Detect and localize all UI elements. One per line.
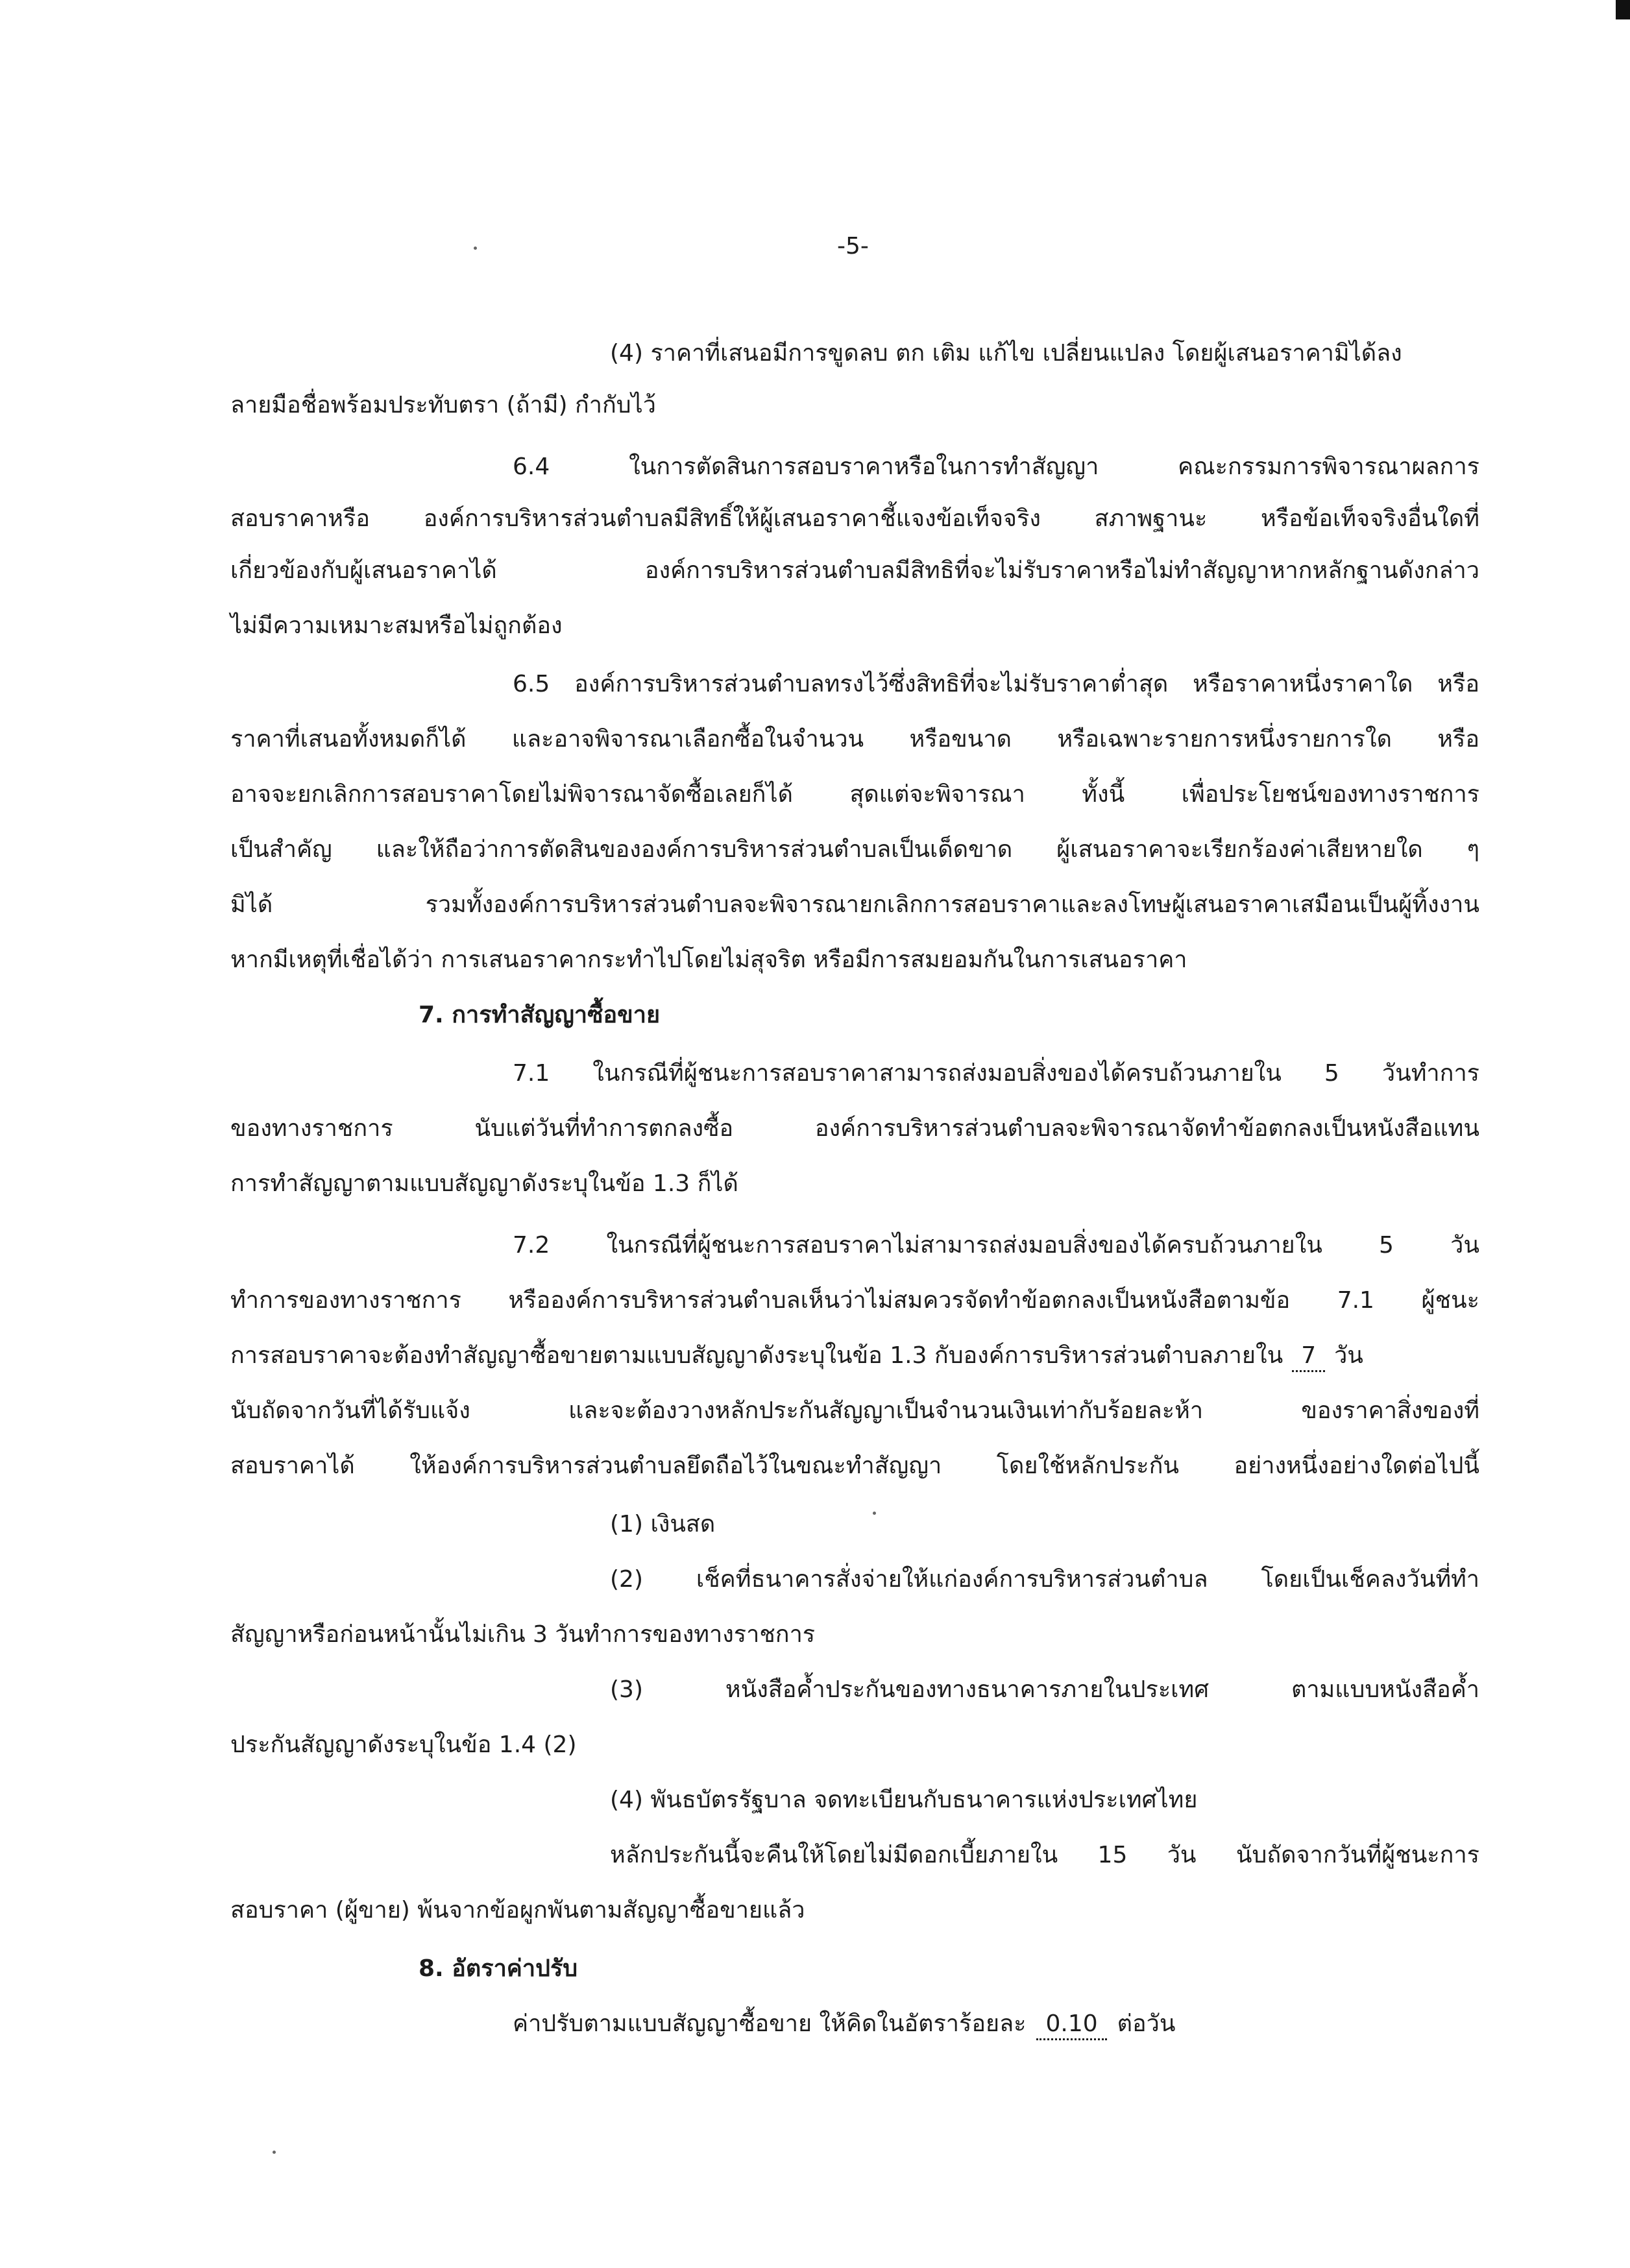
paragraph-line: อาจจะยกเลิกการสอบราคาโดยไม่พิจารณาจัดซื้อเลยก็ได้ สุดแต่จะพิจารณา ทั้งนี้ เพื่อประโยชน์ของทางราชการ <box>230 781 1479 808</box>
paragraph-line: สอบราคาหรือ องค์การบริหารส่วนตำบลมีสิทธิ์ให้ผู้เสนอราคาชี้แจงข้อเท็จจริง สภาพฐานะ หรือข้อเท็จจริงอื่นใดที่ <box>230 505 1479 532</box>
paragraph-line: หลักประกันนี้จะคืนให้โดยไม่มีดอกเบี้ยภายใน 15 วัน นับถัดจากวันที่ผู้ชนะการ <box>610 1842 1479 1868</box>
line-text: ค่าปรับตามแบบสัญญาซื้อขาย ให้คิดในอัตราร้อยละ <box>513 2010 1027 2037</box>
list-item: (4) พันธบัตรรัฐบาล จดทะเบียนกับธนาคารแห่งประเทศไทย <box>610 1787 1198 1813</box>
line-text: การสอบราคาจะต้องทำสัญญาซื้อขายตามแบบสัญญาดังระบุในข้อ 1.3 กับองค์การบริหารส่วนตำบลภายใน <box>230 1342 1283 1369</box>
paragraph-line: สัญญาหรือก่อนหน้านั้นไม่เกิน 3 วันทำการของทางราชการ <box>230 1621 816 1648</box>
scan-speck <box>273 2151 276 2154</box>
paragraph-line <box>230 1336 1479 1375</box>
paragraph-line: การทำสัญญาตามแบบสัญญาดังระบุในข้อ 1.3 ก็ได้ <box>230 1170 738 1197</box>
paragraph-line: ไม่มีความเหมาะสมหรือไม่ถูกต้อง <box>230 612 563 639</box>
paragraph-line: ลายมือชื่อพร้อมประทับตรา (ถ้ามี) กำกับไว้ <box>230 392 656 418</box>
page-number: -5- <box>837 233 869 259</box>
paragraph-line: 6.5 องค์การบริหารส่วนตำบลทรงไว้ซึ่งสิทธิที่จะไม่รับราคาต่ำสุด หรือราคาหนึ่งราคาใด หรือ <box>513 671 1479 697</box>
paragraph-line: สอบราคา (ผู้ขาย) พ้นจากข้อผูกพันตามสัญญาซื้อขายแล้ว <box>230 1897 805 1924</box>
paragraph-line: 7.1 ในกรณีที่ผู้ชนะการสอบราคาสามารถส่งมอบสิ่งของได้ครบถ้วนภายใน 5 วันทำการ <box>513 1060 1479 1087</box>
paragraph-line: ของทางราชการ นับแต่วันที่ทำการตกลงซื้อ องค์การบริหารส่วนตำบลจะพิจารณาจัดทำข้อตกลงเป็นหนังสือแทน <box>230 1115 1479 1142</box>
paragraph-line: นับถัดจากวันที่ได้รับแจ้ง และจะต้องวางหลักประกันสัญญาเป็นจำนวนเงินเท่ากับร้อยละห้า ของราคาสิ่งของที่ <box>230 1397 1479 1424</box>
list-item: (2) เช็คที่ธนาคารสั่งจ่ายให้แก่องค์การบริหารส่วนตำบล โดยเป็นเช็คลงวันที่ทำ <box>610 1566 1479 1593</box>
fill-in-days: 7 <box>1292 1342 1325 1372</box>
paragraph-line: 6.4 ในการตัดสินการสอบราคาหรือในการทำสัญญา คณะกรรมการพิจารณาผลการ <box>513 453 1479 480</box>
scan-edge-mark <box>1616 0 1630 19</box>
paragraph-line: ประกันสัญญาดังระบุในข้อ 1.4 (2) <box>230 1731 577 1758</box>
line-text: วัน <box>1334 1342 1363 1369</box>
paragraph-line: เป็นสำคัญ และให้ถือว่าการตัดสินขององค์การบริหารส่วนตำบลเป็นเด็ดขาด ผู้เสนอราคาจะเรียกร้องค่าเสียหายใด ๆ <box>230 836 1479 863</box>
list-item: (1) เงินสด <box>610 1511 716 1538</box>
scan-speck <box>474 247 477 250</box>
paragraph-line: เกี่ยวข้องกับผู้เสนอราคาได้ องค์การบริหารส่วนตำบลมีสิทธิที่จะไม่รับราคาหรือไม่ทำสัญญาหากหลักฐานดังกล่าว <box>230 557 1479 584</box>
paragraph-line: มิได้ รวมทั้งองค์การบริหารส่วนตำบลจะพิจารณายกเลิกการสอบราคาและลงโทษผู้เสนอราคาเสมือนเป็นผู้ทิ้งงาน <box>230 891 1479 918</box>
scan-speck <box>873 1512 876 1515</box>
paragraph-line: ราคาที่เสนอทั้งหมดก็ได้ และอาจพิจารณาเลือกซื้อในจำนวน หรือขนาด หรือเฉพาะรายการหนึ่งรายการใด หรือ <box>230 726 1479 753</box>
line-text: ต่อวัน <box>1117 2010 1176 2037</box>
list-item: (3) หนังสือค้ำประกันของทางธนาคารภายในประเทศ ตามแบบหนังสือค้ำ <box>610 1676 1479 1703</box>
paragraph-line: สอบราคาได้ ให้องค์การบริหารส่วนตำบลยึดถือไว้ในขณะทำสัญญา โดยใช้หลักประกัน อย่างหนึ่งอย่างใดต่อไปนี้ <box>230 1453 1479 1479</box>
section-heading: 8. อัตราค่าปรับ <box>419 1955 578 1982</box>
paragraph-line: หากมีเหตุที่เชื่อได้ว่า การเสนอราคากระทำไปโดยไม่สุจริต หรือมีการสมยอมกันในการเสนอราคา <box>230 947 1187 973</box>
paragraph-line: (4) ราคาที่เสนอมีการขูดลบ ตก เติม แก้ไข เปลี่ยนแปลง โดยผู้เสนอราคามิได้ลง <box>610 340 1402 367</box>
paragraph-line <box>513 2005 1175 2044</box>
paragraph-line: ทำการของทางราชการ หรือองค์การบริหารส่วนตำบลเห็นว่าไม่สมควรจัดทำข้อตกลงเป็นหนังสือตามข้อ 7.1 ผู้ชนะ <box>230 1287 1479 1314</box>
fill-in-penalty-rate: 0.10 <box>1036 2010 1106 2040</box>
section-heading: 7. การทำสัญญาซื้อขาย <box>419 1002 661 1028</box>
paragraph-line: 7.2 ในกรณีที่ผู้ชนะการสอบราคาไม่สามารถส่งมอบสิ่งของได้ครบถ้วนภายใน 5 วัน <box>513 1232 1479 1259</box>
